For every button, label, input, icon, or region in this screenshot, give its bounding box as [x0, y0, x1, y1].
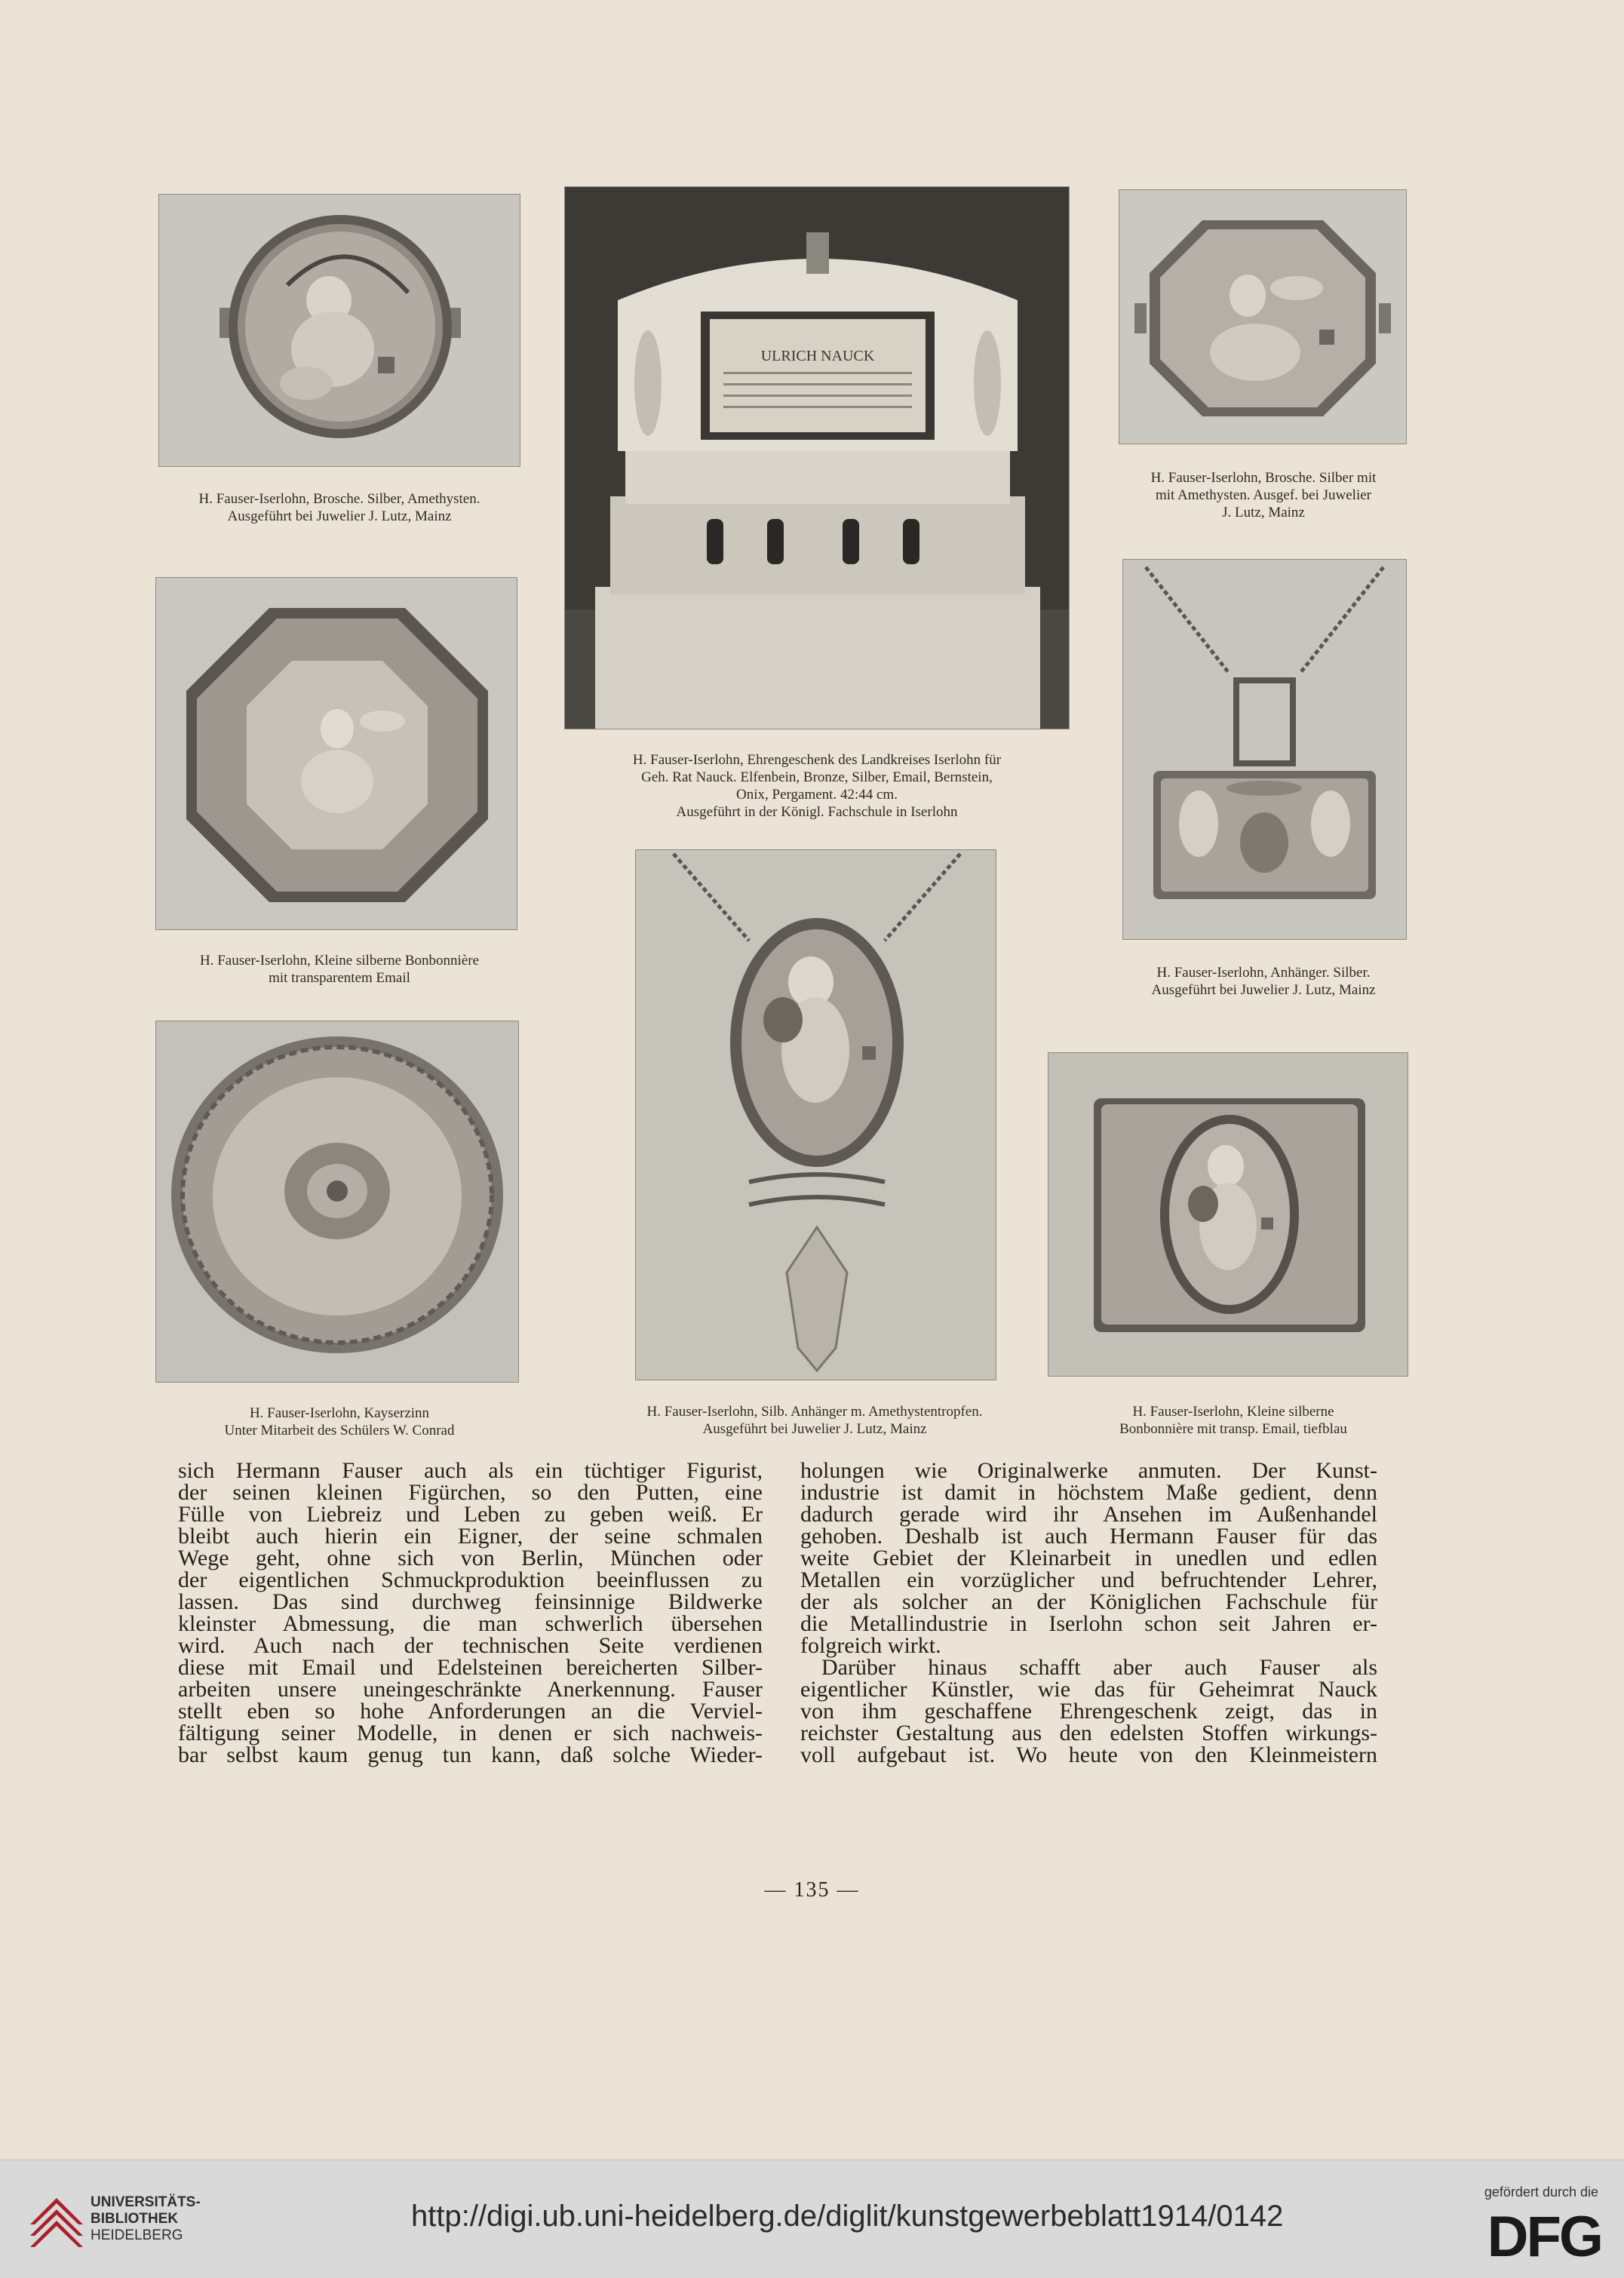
caption-line: mit transparentem Email [269, 970, 410, 986]
caption-pendant-silver [1090, 964, 1437, 999]
caption-line: J. Lutz, Mainz [1222, 505, 1305, 520]
text-line: bleibt auch hierin ein Eigner, der seine schmalen [178, 1524, 763, 1549]
caption-line: H. Fauser-Iserlohn, Brosche. Silber mit [1150, 470, 1377, 486]
caption-line: Ausgeführt bei Juwelier J. Lutz, Mainz [227, 508, 452, 524]
text-line: weite Gebiet der Kleinarbeit in unedlen und edlen [800, 1546, 1377, 1570]
photo-honor-gift [565, 187, 1069, 729]
text-line: lassen. Das sind durchweg feinsinnige Bildwerke [178, 1589, 763, 1614]
caption-line: H. Fauser-Iserlohn, Kleine silberne [1132, 1404, 1334, 1420]
honor-gift-illustration [565, 187, 1069, 729]
funding-label: gefördert durch die [1484, 2184, 1598, 2200]
caption-bonbonniere-small [128, 952, 551, 987]
page-number: — 135 — [764, 1878, 860, 1902]
caption-honor-gift [543, 751, 1091, 821]
caption-line: mit Amethysten. Ausgef. bei Juwelier [1155, 487, 1371, 503]
caption-line: Onix, Pergament. 42:44 cm. [736, 787, 898, 803]
pendant-silver-illustration [1123, 560, 1406, 939]
text-line: bar selbst kaum genug tun kann, daß solche Wieder- [178, 1742, 763, 1767]
text-line: von ihm geschaffene Ehrengeschenk zeigt, das in [800, 1699, 1377, 1724]
text-line: sich Hermann Fauser auch als ein tüchtiger Figurist, [178, 1458, 763, 1483]
caption-pendant-amethyst [558, 1403, 1071, 1438]
pendant-amethyst-illustration [636, 850, 996, 1380]
caption-brooch-archer [128, 490, 551, 525]
photo-bonbonniere-blue [1048, 1053, 1408, 1376]
photo-kayserzinn [156, 1021, 518, 1382]
text-line: dadurch gerade wird ihr Ansehen im Außenhandel [800, 1502, 1377, 1527]
photo-bonbonniere-small [156, 578, 517, 929]
dfg-logo: DFG [1487, 2205, 1601, 2269]
kayserzinn-plate-illustration [156, 1021, 518, 1382]
caption-line: Unter Mitarbeit des Schülers W. Conrad [224, 1423, 455, 1438]
photo-brooch-archer [159, 195, 520, 466]
photo-pendant-silver [1123, 560, 1406, 939]
text-line: Wege geht, ohne sich von Berlin, München oder [178, 1546, 763, 1570]
body-column-right [800, 1460, 1377, 1766]
caption-line: H. Fauser-Iserlohn, Ehrengeschenk des Landkreises Iserlohn für [632, 752, 1002, 768]
text-line: reichster Gestaltung aus den edelsten Stoffen wirkungs- [800, 1721, 1377, 1745]
brooch-octagon-illustration [1119, 190, 1406, 444]
footer-bar [0, 2160, 1624, 2278]
text-line: wird. Auch nach der technischen Seite verdienen [178, 1633, 763, 1658]
caption-brooch-octagon [1094, 469, 1433, 521]
text-line: voll aufgebaut ist. Wo heute von den Kleinmeistern [800, 1742, 1377, 1767]
caption-bonbonniere-blue [1037, 1403, 1429, 1438]
text-line: kleinster Abmessung, die man schwerlich übersehen [178, 1611, 763, 1636]
text-line: Metallen ein vorzüglicher und befruchtender Lehrer, [800, 1567, 1377, 1592]
library-name-line: UNIVERSITÄTS- [91, 2194, 201, 2210]
text-line: der als solcher an der Königlichen Fachschule für [800, 1589, 1377, 1614]
library-name-line: BIBLIOTHEK [91, 2211, 179, 2227]
source-url-link[interactable]: http://digi.ub.uni-heidelberg.de/diglit/kunstgewerbeblatt1914/0142 [411, 2200, 1284, 2233]
text-line: industrie ist damit in höchstem Maße gedient, denn [800, 1480, 1377, 1505]
photo-pendant-amethyst [636, 850, 996, 1380]
caption-line: Ausgeführt bei Juwelier J. Lutz, Mainz [702, 1421, 927, 1437]
text-line: der seinen kleinen Figürchen, so den Putten, eine [178, 1480, 763, 1505]
text-line: diese mit Email und Edelsteinen bereicherten Silber- [178, 1655, 763, 1680]
text-line: arbeiten unsere uneingeschränkte Anerkennung. Fauser [178, 1677, 763, 1702]
text-line: folgreich wirkt. [800, 1633, 941, 1658]
caption-line: Ausgeführt bei Juwelier J. Lutz, Mainz [1151, 982, 1376, 998]
caption-line: H. Fauser-Iserlohn, Silb. Anhänger m. Amethystentropfen. [646, 1404, 983, 1420]
text-line: fältigung seiner Modelle, in denen er sich nachweis- [178, 1721, 763, 1745]
library-name [91, 2194, 201, 2244]
caption-line: Geh. Rat Nauck. Elfenbein, Bronze, Silber, Email, Bernstein, [641, 769, 993, 785]
text-line: die Metallindustrie in Iserlohn schon seit Jahren er- [800, 1611, 1377, 1636]
caption-line: H. Fauser-Iserlohn, Kleine silberne Bonbonnière [199, 953, 480, 969]
caption-line: Ausgeführt in der Königl. Fachschule in Iserlohn [676, 804, 958, 820]
text-line: Darüber hinaus schafft aber auch Fauser als [821, 1655, 1377, 1680]
bonbonniere-small-illustration [156, 578, 517, 929]
text-line: holungen wie Originalwerke anmuten. Der Kunst- [800, 1458, 1377, 1483]
photo-brooch-octagon [1119, 190, 1406, 444]
university-library-logo-icon [23, 2183, 91, 2258]
caption-line: H. Fauser-Iserlohn, Kayserzinn [249, 1405, 430, 1421]
text-line: Fülle von Liebreiz und Leben zu geben weiß. Er [178, 1502, 763, 1527]
caption-line: Bonbonnière mit transp. Email, tiefblau [1119, 1421, 1347, 1437]
caption-kayserzinn [128, 1405, 551, 1439]
text-line: eigentlicher Künstler, wie das für Geheimrat Nauck [800, 1677, 1377, 1702]
body-column-left [178, 1460, 763, 1766]
library-name-line: HEIDELBERG [91, 2227, 183, 2243]
caption-line: H. Fauser-Iserlohn, Anhänger. Silber. [1156, 965, 1371, 981]
brooch-archer-illustration [159, 195, 520, 466]
text-line: der eigentlichen Schmuckproduktion beeinflussen zu [178, 1567, 763, 1592]
text-line: stellt eben so hohe Anforderungen an die Verviel- [178, 1699, 763, 1724]
bonbonniere-blue-illustration [1048, 1053, 1408, 1376]
plaque-name: ULRICH NAUCK [760, 348, 875, 364]
caption-line: H. Fauser-Iserlohn, Brosche. Silber, Amethysten. [198, 491, 480, 507]
text-line: gehoben. Deshalb ist auch Hermann Fauser für das [800, 1524, 1377, 1549]
